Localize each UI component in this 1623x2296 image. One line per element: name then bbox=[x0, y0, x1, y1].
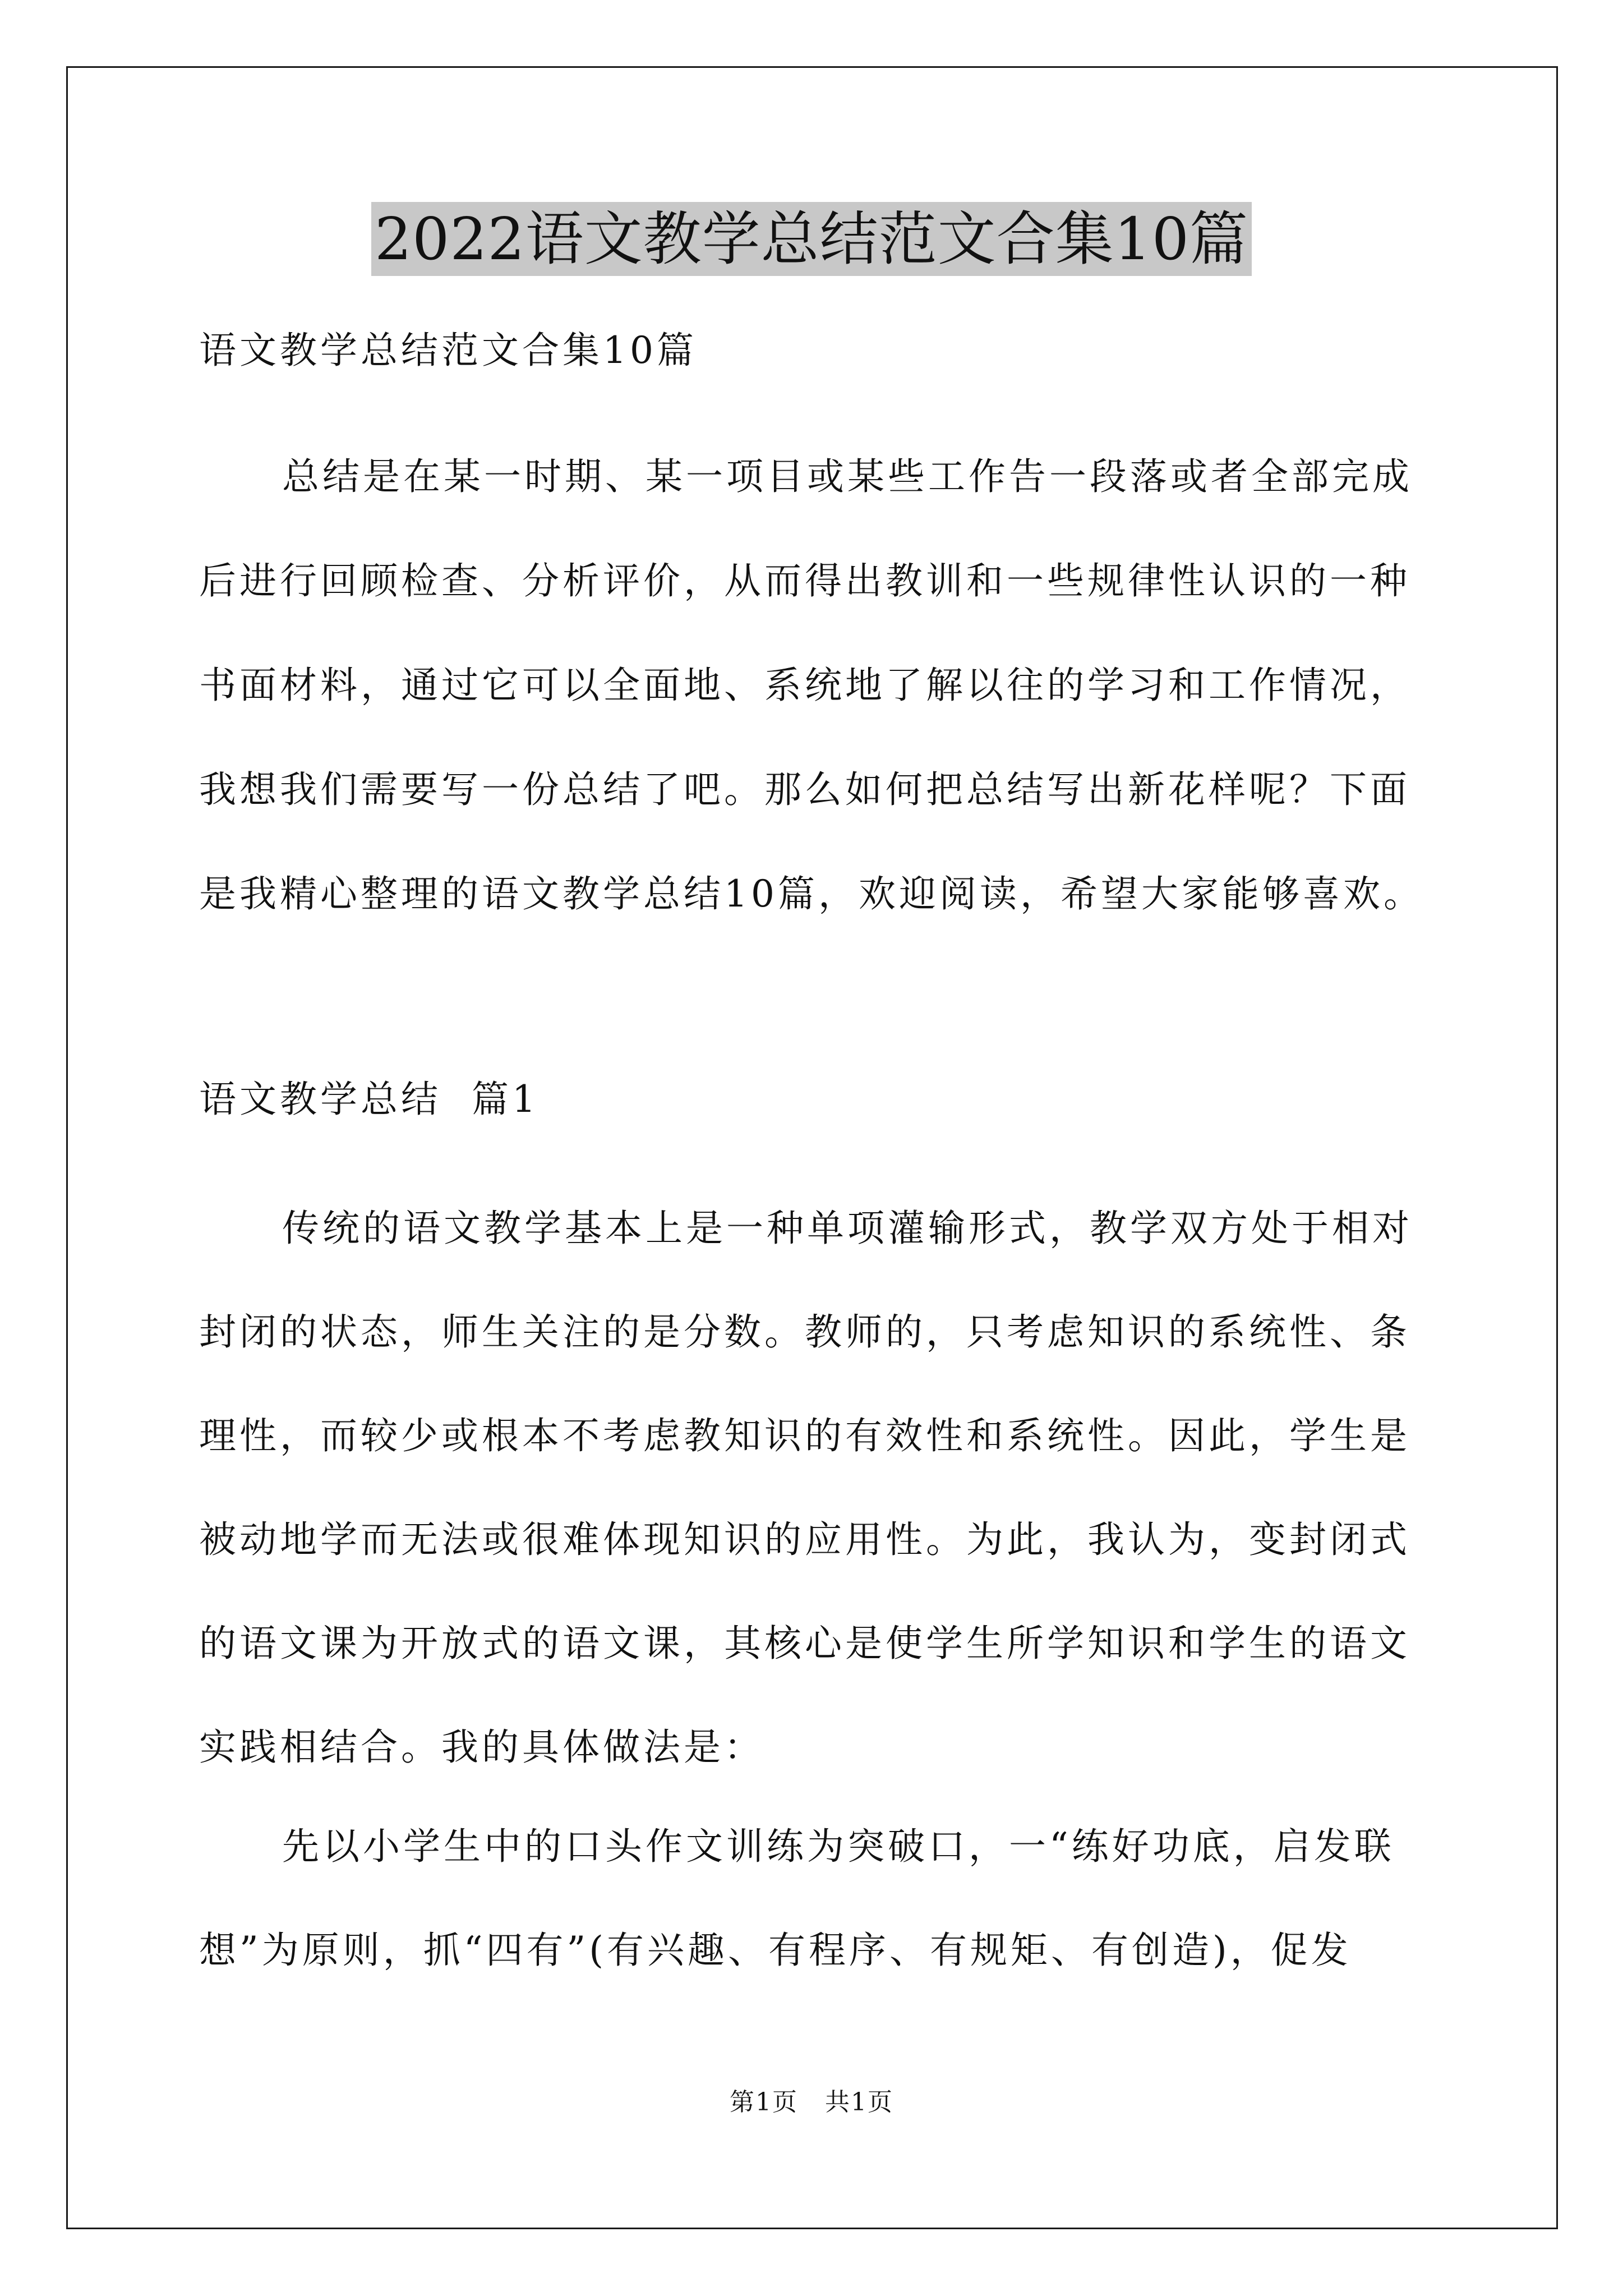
document-title: 2022语文教学总结范文合集10篇 bbox=[371, 202, 1252, 276]
intro-paragraph bbox=[199, 443, 1427, 928]
section1-line: 被动地学而无法或很难体现知识的应用性。为此，我认为，变封闭式 bbox=[199, 1518, 1410, 1561]
page-footer bbox=[0, 2086, 1623, 2119]
page-number-label: 第1页 共1页 bbox=[730, 2088, 893, 2116]
document-subtitle: 语文教学总结范文合集10篇 bbox=[199, 329, 697, 372]
section1-line: 封闭的状态，师生关注的是分数。教师的，只考虑知识的系统性、条 bbox=[199, 1310, 1410, 1354]
title-container bbox=[0, 202, 1623, 276]
section1-line: 传统的语文教学基本上是一种单项灌输形式，教学双方处于相对 bbox=[282, 1207, 1413, 1250]
intro-line: 是我精心整理的语文教学总结10篇，欢迎阅读，希望大家能够喜欢。 bbox=[199, 872, 1424, 915]
section1-line: 实践相结合。我的具体做法是： bbox=[199, 1726, 764, 1769]
section1-paragraph-1 bbox=[199, 1195, 1427, 1781]
intro-line: 后进行回顾检查、分析评价，从而得出教训和一些规律性认识的一种 bbox=[199, 559, 1410, 602]
section1-paragraph-2 bbox=[199, 1813, 1427, 1984]
subtitle-block bbox=[199, 317, 1427, 384]
section1-line: 想”为原则，抓“四有”(有兴趣、有程序、有规矩、有创造)，促发 bbox=[199, 1929, 1352, 1972]
section1-heading: 语文教学总结 篇1 bbox=[199, 1078, 539, 1121]
intro-line: 我想我们需要写一份总结了吧。那么如何把总结写出新花样呢？下面 bbox=[199, 768, 1410, 811]
section1-line: 先以小学生中的口头作文训练为突破口，一“练好功底，启发联 bbox=[282, 1825, 1395, 1868]
intro-line: 总结是在某一时期、某一项目或某些工作告一段落或者全部完成 bbox=[282, 455, 1413, 498]
section1-line: 的语文课为开放式的语文课，其核心是使学生所学知识和学生的语文 bbox=[199, 1622, 1410, 1665]
section1-line: 理性，而较少或根本不考虑教知识的有效性和系统性。因此，学生是 bbox=[199, 1414, 1410, 1457]
intro-line: 书面材料，通过它可以全面地、系统地了解以往的学习和工作情况， bbox=[199, 664, 1410, 707]
section1-heading-block bbox=[199, 1066, 1427, 1133]
